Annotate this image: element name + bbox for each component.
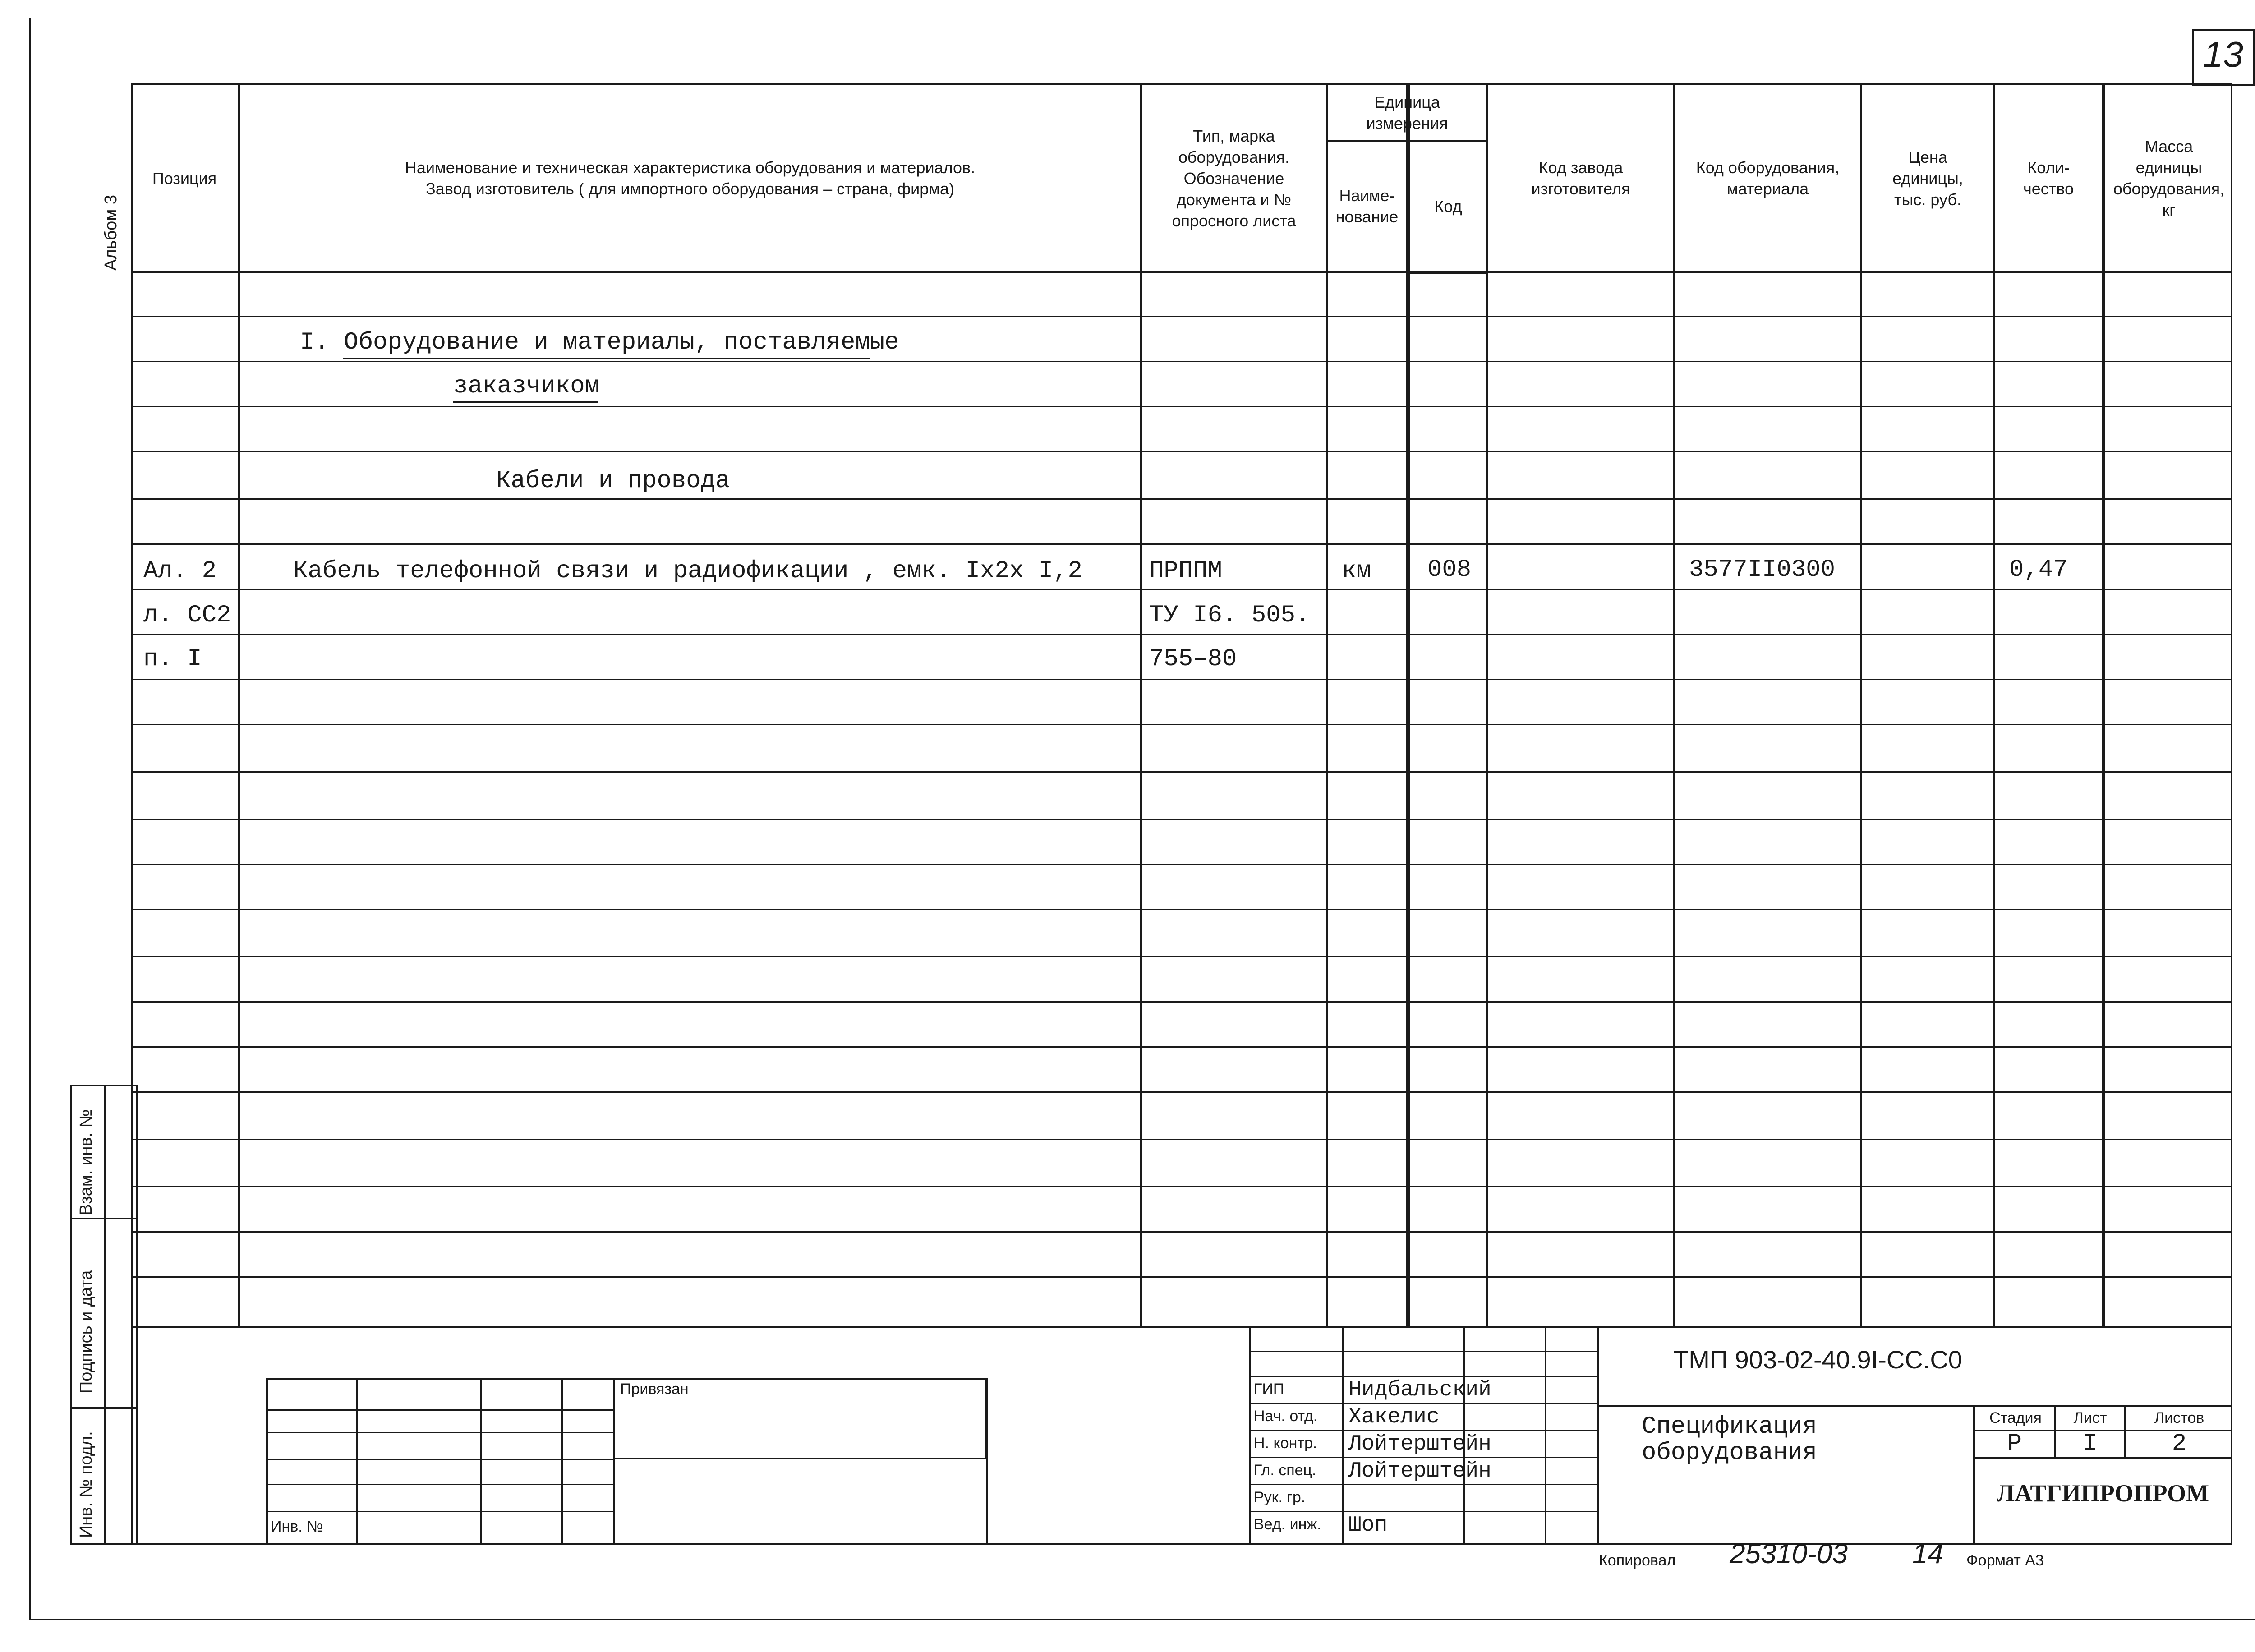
section-title-underline1 bbox=[343, 358, 870, 359]
unit-code-bold-top bbox=[1406, 271, 1488, 274]
row2-position: л. СС2 bbox=[143, 602, 231, 629]
binding-block bbox=[266, 1378, 988, 1545]
table-row-line bbox=[131, 634, 2232, 635]
header-price: Цена единицы, тыс. руб. bbox=[1892, 147, 1963, 209]
side-stamp-inv-podl: Инв. № подл. bbox=[77, 1431, 96, 1538]
document-title: Спецификация оборудования bbox=[1642, 1413, 1817, 1467]
document-code: ТМП 903-02-40.9I-СС.С0 bbox=[1673, 1345, 1962, 1374]
table-row-line bbox=[131, 451, 2232, 452]
table-row-line bbox=[131, 679, 2232, 680]
binding-row1 bbox=[266, 1409, 613, 1411]
sig-row0 bbox=[1249, 1351, 1597, 1352]
row1-name: Кабель телефонной связи и радиофикации , емк. Iх2х I,2 bbox=[293, 557, 1082, 585]
header-unit-name: Наиме- нование bbox=[1335, 186, 1399, 226]
table-row-line bbox=[131, 1139, 2232, 1140]
table-row-line bbox=[131, 956, 2232, 957]
sheet-label: Лист bbox=[2073, 1409, 2107, 1427]
row1-unit-code: 008 bbox=[1427, 556, 1472, 584]
row1-position: Ал. 2 bbox=[143, 557, 217, 585]
signature-role: Нач. отд. bbox=[1254, 1408, 1318, 1425]
table-row-line bbox=[131, 724, 2232, 725]
header-quantity: Коли- чество bbox=[2023, 158, 2074, 198]
table-row-line bbox=[131, 1276, 2232, 1278]
row1-unit-name: км bbox=[1342, 557, 1371, 585]
sheets-label: Листов bbox=[2154, 1409, 2204, 1427]
sheets-value: 2 bbox=[2172, 1430, 2187, 1458]
table-row-line bbox=[131, 864, 2232, 865]
binding-col4 bbox=[613, 1378, 615, 1545]
header-equipment-code: Код оборудования, материала bbox=[1696, 158, 1840, 198]
table-row-line bbox=[131, 771, 2232, 773]
binding-row3 bbox=[266, 1459, 613, 1460]
organization-name: ЛАТГИПРОПРОМ bbox=[1996, 1480, 2209, 1507]
signature-name: Нидбальский bbox=[1348, 1378, 1491, 1402]
sheet-value: I bbox=[2083, 1430, 2098, 1458]
footer-copied-label: Копировал bbox=[1599, 1552, 1676, 1569]
table-row-line bbox=[131, 1091, 2232, 1093]
sheet-bottom-edge bbox=[29, 1619, 2255, 1620]
title-block-line bbox=[1597, 1405, 2232, 1407]
row1-equipment-code: 3577II0300 bbox=[1689, 556, 1836, 584]
side-stamp-line2 bbox=[70, 1407, 138, 1409]
binding-inv-label: Инв. № bbox=[271, 1518, 323, 1535]
header-position: Позиция bbox=[152, 169, 217, 188]
header-type: Тип, марка оборудования. Обозначение документа и № опросного листа bbox=[1172, 126, 1296, 230]
table-row-line bbox=[131, 1001, 2232, 1003]
header-mass: Масса единицы оборудования, кг bbox=[2113, 137, 2225, 219]
signature-role: Н. контр. bbox=[1254, 1435, 1317, 1452]
header-name: Наименование и техническая характеристика оборудования и материалов. Завод изготовитель ( для импортного оборудования – страна, фирма) bbox=[405, 158, 976, 198]
album-label: Альбом 3 bbox=[101, 194, 120, 271]
subsection-title: Кабели и провода bbox=[496, 467, 730, 495]
header-unit-code: Код bbox=[1434, 197, 1462, 216]
binding-row2 bbox=[266, 1432, 613, 1433]
signature-name: Лойтерштейн bbox=[1348, 1459, 1491, 1483]
table-row-line bbox=[131, 498, 2232, 500]
side-stamp-vzam: Взам. инв. № bbox=[77, 1109, 96, 1215]
table-row-line bbox=[131, 316, 2232, 317]
stage-label: Стадия bbox=[1989, 1409, 2042, 1427]
table-row-line bbox=[131, 406, 2232, 407]
row3-type: 755–80 bbox=[1149, 645, 1237, 673]
signature-name: Лойтерштейн bbox=[1348, 1432, 1491, 1456]
stage-value: Р bbox=[2007, 1430, 2022, 1458]
sheet-left-edge bbox=[29, 18, 31, 1620]
footer-copy-sheet: 14 bbox=[1912, 1538, 1943, 1569]
table-row-line bbox=[131, 1046, 2232, 1048]
signature-role: Вед. инж. bbox=[1254, 1516, 1321, 1533]
section-title-line2: заказчиком bbox=[453, 373, 600, 400]
signature-name: Шоп bbox=[1348, 1513, 1388, 1537]
signature-role: ГИП bbox=[1254, 1381, 1284, 1398]
row2-type: ТУ I6. 505. bbox=[1149, 602, 1310, 629]
table-row-line bbox=[131, 543, 2232, 545]
side-stamp-line1 bbox=[70, 1218, 138, 1219]
footer-copy-number: 25310-03 bbox=[1730, 1538, 1848, 1569]
table-row-line bbox=[131, 819, 2232, 820]
header-factory-code: Код завода изготовителя bbox=[1531, 158, 1630, 198]
table-row-line bbox=[131, 589, 2232, 590]
side-stamp-podpis: Подпись и дата bbox=[77, 1270, 96, 1394]
binding-privyazan-bottom bbox=[613, 1458, 988, 1459]
main-frame bbox=[131, 83, 2232, 1545]
corner-sheet-number: 13 bbox=[2203, 34, 2243, 74]
binding-row4 bbox=[266, 1484, 613, 1485]
signature-role: Гл. спец. bbox=[1254, 1462, 1316, 1479]
footer-format-label: Формат А3 bbox=[1966, 1552, 2044, 1569]
row1-quantity: 0,47 bbox=[2009, 556, 2068, 584]
row1-type: ПРППМ bbox=[1149, 557, 1223, 585]
row3-position: п. I bbox=[143, 645, 202, 673]
binding-row5 bbox=[266, 1511, 613, 1512]
binding-privyazan-right bbox=[985, 1378, 987, 1459]
table-row-line bbox=[131, 909, 2232, 910]
section-title-line1: I. Оборудование и материалы, поставляемые bbox=[300, 329, 899, 356]
side-stamp-divider bbox=[104, 1085, 106, 1545]
title-block-divider bbox=[1973, 1405, 1975, 1545]
table-row-line bbox=[131, 1231, 2232, 1233]
table-row-line bbox=[131, 361, 2232, 362]
binding-col1 bbox=[356, 1378, 358, 1545]
section-title-underline2 bbox=[453, 401, 598, 403]
header-bottom-line bbox=[131, 271, 2232, 273]
binding-col3 bbox=[561, 1378, 563, 1545]
table-row-line bbox=[131, 1186, 2232, 1187]
header-unit-group: Единица измерения bbox=[1366, 93, 1448, 133]
sig-row6 bbox=[1249, 1511, 1597, 1512]
stamp-top-line bbox=[131, 1326, 2232, 1328]
signature-role: Рук. гр. bbox=[1254, 1489, 1306, 1506]
binding-col2 bbox=[480, 1378, 482, 1545]
signature-name: Хакелис bbox=[1348, 1405, 1440, 1429]
binding-privyazan-label: Привязан bbox=[620, 1381, 689, 1398]
